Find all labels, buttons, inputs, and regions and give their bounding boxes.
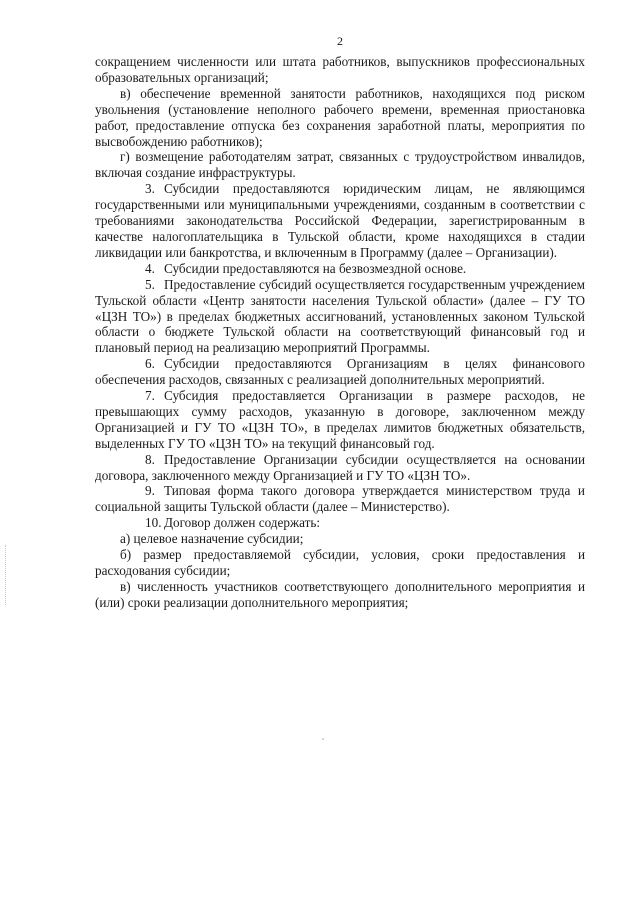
paragraph-number: 6. [145, 356, 155, 372]
paragraph-9 [95, 483, 585, 515]
paragraph-text: в) численность участников соответствующего дополнительного мероприятия и (или) сроки реализации дополнительного мероприятия; [95, 578, 585, 610]
paragraph-3 [95, 181, 585, 261]
paragraph-text: Субсидия предоставляется Организации в размере расходов, не превышающих сумму расходов, указанную в договоре, заключенном между Организацией и ГУ ТО «ЦЗН ТО», в пределах лимитов бюджетных обязательств, выделенных ГУ ТО «ЦЗН ТО» на текущий финансовый год. [95, 388, 585, 451]
paragraph-4 [95, 261, 585, 277]
paragraph-text: Субсидии предоставляются на безвозмездной основе. [164, 260, 467, 276]
page-number: 2 [337, 34, 343, 48]
paragraph-text: Договор должен содержать: [164, 515, 321, 531]
paragraph-item-a [95, 531, 585, 547]
paragraph-6 [95, 356, 585, 388]
paragraph-text: в) обеспечение временной занятости работников, находящихся под риском увольнения (установление неполного рабочего времени, временная приостановка работ, предоставление отпуска без сохранения заработной платы, мероприятия по высвобождению работников); [95, 85, 585, 149]
paragraph-text: Предоставление субсидий осуществляется государственным учреждением Тульской области «Центр занятости населения Тульской области» (далее – ГУ ТО «ЦЗН ТО») в пределах бюджетных ассигнований, установленных законом Тульской области о бюджете Тульской области на соответствующий финансовый год и плановый период на реализацию мероприятий Программы. [95, 276, 585, 356]
paragraph-text: г) возмещение работодателям затрат, связанных с трудоустройством инвалидов, включая создание инфраструктуры. [95, 149, 585, 181]
paragraph-text: Типовая форма такого договора утверждается министерством труда и социальной защиты Тульской области (далее – Министерство). [95, 483, 585, 515]
paragraph-number: 9. [145, 483, 155, 499]
paragraph-continuation [95, 54, 585, 86]
paragraph-text: Субсидии предоставляются Организациям в целях финансового обеспечения расходов, связанных с реализацией дополнительных мероприятий. [95, 356, 585, 388]
paragraph-text: сокращением численности или штата работников, выпускников профессиональных образовательных организаций; [95, 54, 585, 85]
paragraph-item-v2 [95, 579, 585, 611]
paragraph-number: 3. [145, 181, 155, 197]
document-body [95, 54, 585, 611]
paragraph-number: 4. [145, 260, 155, 276]
paragraph-number: 10. [145, 515, 162, 531]
scan-speck [322, 738, 324, 740]
scan-margin-mark [5, 545, 7, 605]
paragraph-8 [95, 452, 585, 484]
paragraph-number: 5. [145, 276, 155, 292]
paragraph-item-g [95, 149, 585, 181]
paragraph-text: Предоставление Организации субсидии осуществляется на основании договора, заключенного между Организацией и ГУ ТО «ЦЗН ТО». [95, 451, 585, 483]
paragraph-number: 7. [145, 388, 155, 404]
paragraph-10 [95, 515, 585, 531]
paragraph-number: 8. [145, 451, 155, 467]
paragraph-text: Субсидии предоставляются юридическим лицам, не являющимся государственными или муниципальными учреждениями, созданным в соответствии с требованиями законодательства Российской Федерации, зарегистрированным в качестве налогоплательщика в Тульской области, кроме находящихся в стадии ликвидации или банкротства, и включенным в Программу (далее – Организации). [95, 181, 585, 260]
paragraph-item-v [95, 86, 585, 150]
paragraph-item-b [95, 547, 585, 579]
paragraph-5 [95, 277, 585, 357]
paragraph-7 [95, 388, 585, 452]
paragraph-text: а) целевое назначение субсидии; [120, 531, 304, 547]
paragraph-text: б) размер предоставляемой субсидии, условия, сроки предоставления и расходования субсидии; [95, 547, 585, 578]
